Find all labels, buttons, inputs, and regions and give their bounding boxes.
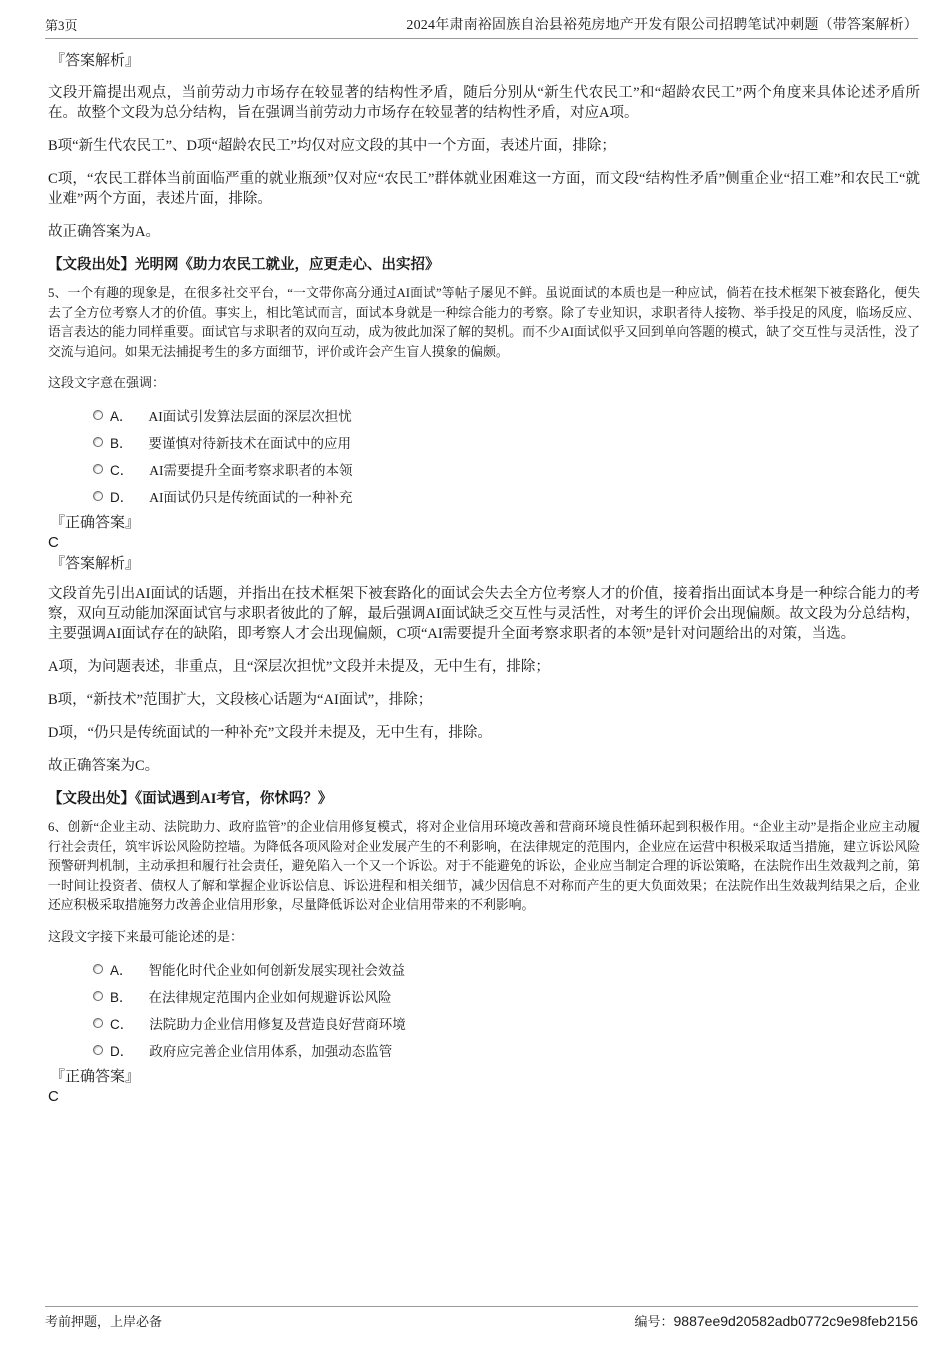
radio-icon[interactable]: [93, 464, 103, 474]
passage-source: 【文段出处】《面试遇到AI考官，你怵吗？》: [48, 791, 333, 807]
footer-slogan: 考前押题，上岸必备: [45, 1314, 163, 1329]
analysis-paragraph: D项，“仍只是传统面试的一种补充”文段并未提及，无中生有，排除。: [48, 725, 492, 741]
option-letter: A．: [110, 409, 133, 424]
option-row-a[interactable]: [93, 406, 920, 424]
option-text: 在法律规定范围内企业如何规避诉讼风险: [148, 989, 392, 1005]
option-row-c[interactable]: [93, 460, 920, 478]
answer-analysis-label: 『答案解析』: [50, 556, 141, 572]
page-footer: [45, 1306, 918, 1330]
option-letter: D．: [110, 490, 134, 505]
radio-icon[interactable]: [93, 1045, 103, 1055]
analysis-paragraph: 文段开篇提出观点，当前劳动力市场存在较显著的结构性矛盾，随后分别从“新生代农民工”和“超龄农民工”两个角度来具体论述矛盾所在。故整个文段为总分结构，旨在强调当前劳动力市场存在较显著的结构性矛盾，对应A项。: [48, 85, 920, 121]
radio-icon[interactable]: [93, 437, 103, 447]
footer-code: [635, 1311, 919, 1330]
radio-icon[interactable]: [93, 410, 103, 420]
option-row-d[interactable]: [93, 487, 920, 505]
page-body: [48, 52, 920, 1109]
options-list: [93, 960, 920, 1059]
option-letter: A．: [110, 962, 133, 978]
question-prompt: 这段文字意在强调：: [48, 375, 166, 390]
option-text: 法院助力企业信用修复及营造良好营商环境: [149, 1016, 406, 1032]
option-text: 要谨慎对待新技术在面试中的应用: [148, 436, 352, 451]
question-stem: 6、创新“企业主动、法院助力、政府监管”的企业信用修复模式，将对企业信用环境改善和营商环境良性循环起到积极作用。“企业主动”是指企业应主动履行社会责任，筑牢诉讼风险防控墙。为降低各项风险对企业发展产生的不利影响，在法律规定的范围内，企业应在运营中积极采取适当措施，建立诉讼风险预警研判机制，主动承担和履行社会责任，避免陷入一个又一个诉讼。对于不能避免的诉讼，企业应当制定合理的诉讼策略，在法院作出生效裁判之前，第一时间让投资者、债权人了解和掌握企业诉讼信息、诉讼进程和相关细节，减少因信息不对称而产生的更大负面效果；在法院作出生效裁判结果之后，企业还应积极采取措施努力改善企业信用形象，尽量降低诉讼对企业信用带来的不利影响。: [48, 820, 920, 912]
option-row-d[interactable]: [93, 1041, 920, 1059]
option-letter: D．: [110, 1043, 134, 1059]
options-list: [93, 406, 920, 505]
correct-answer-label: 『正确答案』: [50, 515, 141, 531]
option-text: AI面试引发算法层面的深层次担忧: [148, 409, 352, 424]
option-row-c[interactable]: [93, 1014, 920, 1032]
option-text: 政府应完善企业信用体系，加强动态监管: [149, 1043, 393, 1059]
question-prompt: 这段文字接下来最可能论述的是：: [48, 928, 244, 944]
question-stem: 5、一个有趣的现象是，在很多社交平台，“一文带你高分通过AI面试”等帖子屡见不鲜。虽说面试的本质也是一种应试，倘若在技术框架下被套路化，便失去了全方位考察人才的价值。事实上，相比笔试而言，面试本身就是一种综合能力的考察。除了专业知识，求职者待人接物、举手投足的风度，临场反应、语言表达的能力同样重要。面试官与求职者的双向互动，成为彼此加深了解的契机。而不少AI面试似乎又回到单向答题的模式，缺了交互性与灵活性，没了交流与追问。如果无法捕捉考生的多方面细节，评价或许会产生盲人摸象的偏颇。: [48, 286, 920, 359]
option-text: AI需要提升全面考察求职者的本领: [149, 463, 353, 478]
page-number: 第3页: [45, 18, 78, 33]
option-row-b[interactable]: [93, 987, 920, 1005]
document-title: 2024年肃南裕固族自治县裕苑房地产开发有限公司招聘笔试冲刺题（带答案解析）: [406, 18, 918, 33]
analysis-paragraph: 文段首先引出AI面试的话题，并指出在技术框架下被套路化的面试会失去全方位考察人才的价值，接着指出面试本身是一种综合能力的考察，双向互动能加深面试官与求职者彼此的了解，最后强调AI面试缺乏交互性与灵活性，对考生的评价会出现偏颇。故文段为分总结构，主要强调AI面试存在的缺陷，即考察人才会出现偏颇，C项“AI需要提升全面考察求职者的本领”是针对问题给出的对策，当选。: [48, 586, 920, 642]
radio-icon[interactable]: [93, 491, 103, 501]
radio-icon[interactable]: [93, 964, 103, 974]
footer-code-label: 编号：: [634, 1314, 674, 1329]
option-text: AI面试仍只是传统面试的一种补充: [149, 490, 353, 505]
option-text: 智能化时代企业如何创新发展实现社会效益: [148, 962, 406, 978]
correct-answer-label: 『正确答案』: [50, 1068, 141, 1085]
option-letter: B．: [110, 989, 133, 1005]
analysis-paragraph: A项，为问题表述，非重点，且“深层次担忧”文段并未提及，无中生有，排除；: [48, 659, 550, 675]
page-header: [45, 14, 918, 39]
radio-icon[interactable]: [93, 1018, 103, 1028]
answer-analysis-label: 『答案解析』: [50, 53, 141, 69]
option-letter: B．: [110, 436, 133, 451]
correct-answer-value: C: [48, 1087, 59, 1105]
correct-answer-value: C: [48, 534, 59, 551]
passage-source: 【文段出处】光明网《助力农民工就业，应更走心、出实招》: [48, 257, 440, 273]
analysis-conclusion: 故正确答案为C。: [48, 758, 160, 774]
analysis-paragraph: C项，“农民工群体当前面临严重的就业瓶颈”仅对应“农民工”群体就业困难这一方面，而文段“结构性矛盾”侧重企业“招工难”和农民工“就业难”两个方面，表述片面，排除。: [48, 171, 920, 207]
option-row-a[interactable]: [93, 960, 920, 978]
option-row-b[interactable]: [93, 433, 920, 451]
analysis-paragraph: B项，“新技术”范围扩大，文段核心话题为“AI面试”，排除；: [48, 692, 433, 708]
option-letter: C．: [110, 1016, 134, 1032]
footer-code-value: 9887ee9d20582adb0772c9e98feb2156: [673, 1313, 918, 1329]
option-letter: C．: [110, 463, 134, 478]
analysis-paragraph: B项“新生代农民工”、D项“超龄农民工”均仅对应文段的其中一个方面，表述片面，排除；: [48, 138, 616, 154]
radio-icon[interactable]: [93, 991, 103, 1001]
analysis-conclusion: 故正确答案为A。: [48, 224, 160, 240]
